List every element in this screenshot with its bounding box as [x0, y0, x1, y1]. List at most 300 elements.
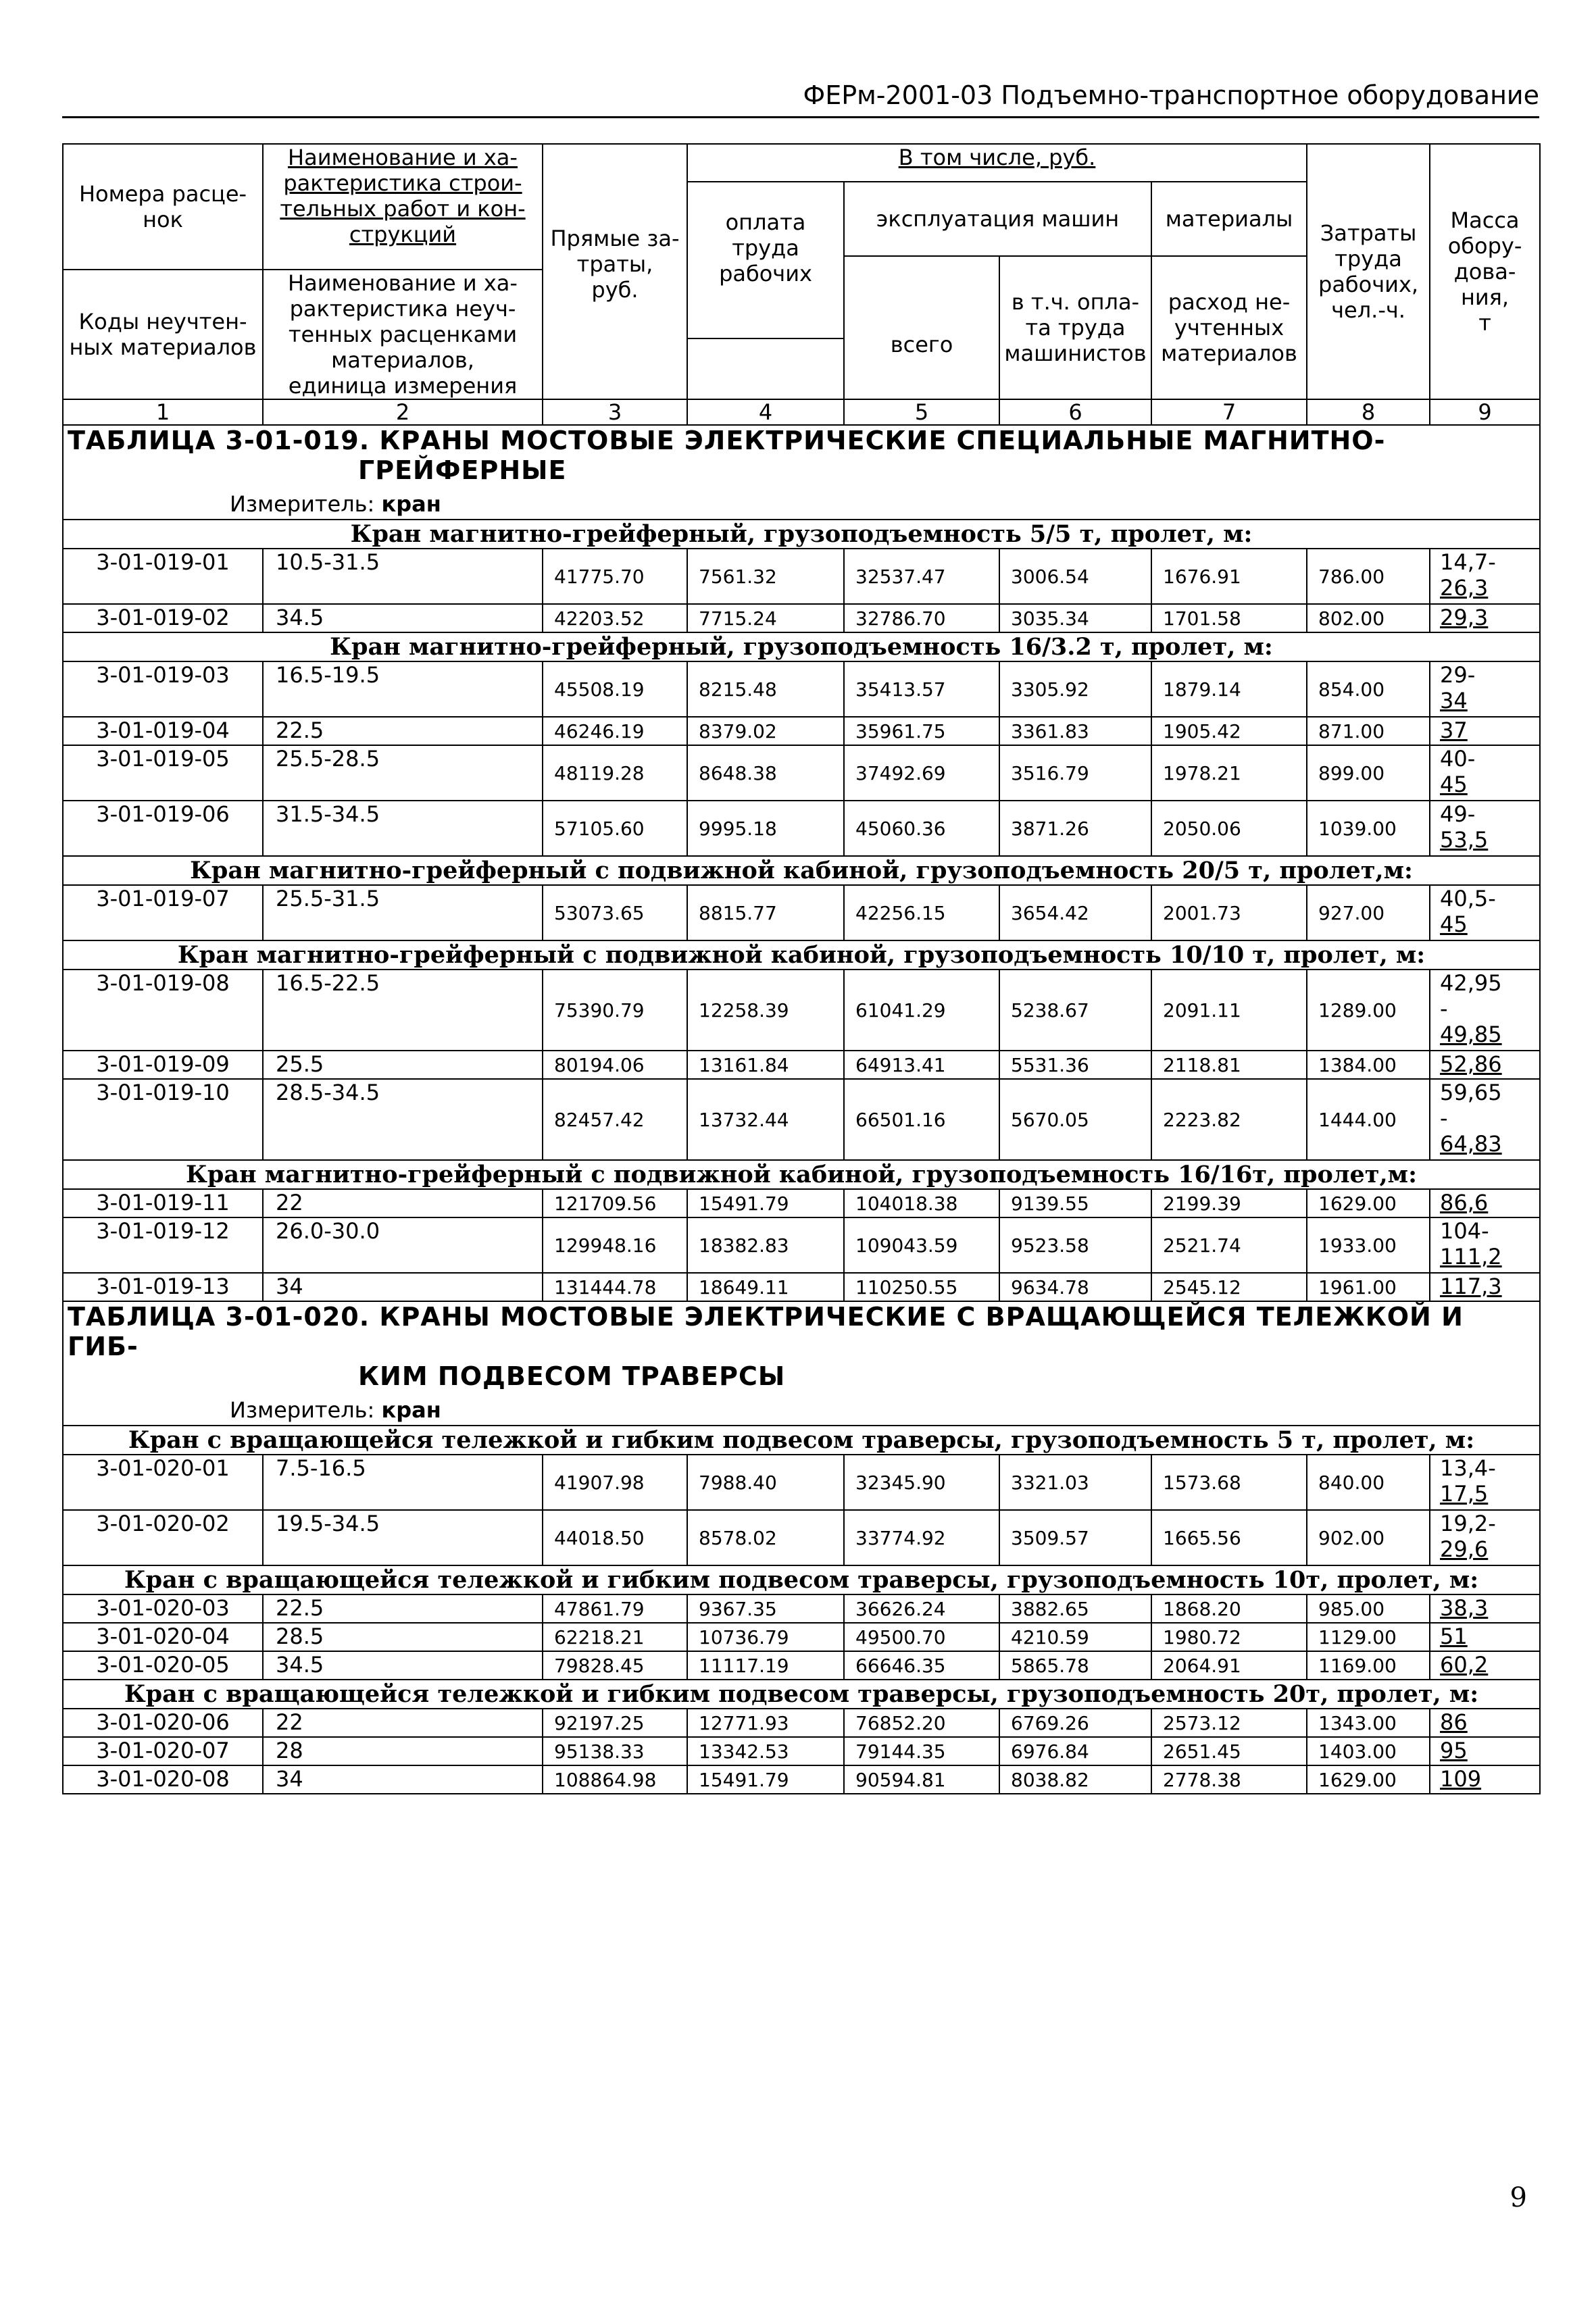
value-v4: 8815.77: [687, 885, 844, 940]
equipment-mass: [1430, 1765, 1540, 1794]
section-title-line2: КИМ ПОДВЕСОМ ТРАВЕРСЫ: [358, 1361, 786, 1391]
span-range: 16.5-22.5: [263, 970, 543, 1051]
span-range: 34: [263, 1273, 543, 1301]
value-v6: 5238.67: [999, 970, 1151, 1051]
value-v4: 8648.38: [687, 745, 844, 801]
span-range: 34.5: [263, 604, 543, 632]
mass-line: 40,5-: [1440, 886, 1496, 911]
value-v6: 3321.03: [999, 1455, 1151, 1510]
value-v5: 45060.36: [844, 801, 999, 856]
value-v5: 79144.35: [844, 1737, 999, 1765]
col1-header: Номера расце- нок: [63, 144, 263, 270]
value-v4: 15491.79: [687, 1189, 844, 1217]
value-v6: 3882.65: [999, 1594, 1151, 1623]
header-rule: [62, 116, 1539, 118]
group-header-row: [63, 940, 1540, 970]
value-v7: 2001.73: [1151, 885, 1307, 940]
value-v4: 9367.35: [687, 1594, 844, 1623]
value-v3: 41775.70: [543, 549, 687, 604]
value-v3: 121709.56: [543, 1189, 687, 1217]
mass-line: 13,4-: [1440, 1455, 1496, 1481]
page-number: 9: [1510, 2182, 1527, 2213]
incl-header: В том числе, руб.: [687, 144, 1307, 182]
span-range: 22.5: [263, 1594, 543, 1623]
span-range: 22.5: [263, 717, 543, 745]
value-v8: 1403.00: [1307, 1737, 1430, 1765]
value-v4: 13161.84: [687, 1051, 844, 1079]
table-row: [63, 1079, 1540, 1160]
rate-code: 3-01-019-02: [63, 604, 263, 632]
value-v4: 12771.93: [687, 1709, 844, 1737]
value-v5: 104018.38: [844, 1189, 999, 1217]
value-v4: 10736.79: [687, 1623, 844, 1651]
value-v4: 8215.48: [687, 661, 844, 717]
group-title: Кран магнитно-грейферный, грузоподъемность 16/3.2 т, пролет, м:: [63, 632, 1540, 661]
mass-line: 34: [1440, 688, 1468, 713]
table-row: [63, 970, 1540, 1051]
mass-line: 17,5: [1440, 1481, 1489, 1507]
mass-line: 26,3: [1440, 575, 1489, 601]
table-row: [63, 1651, 1540, 1680]
value-v5: 36626.24: [844, 1594, 999, 1623]
span-range: 10.5-31.5: [263, 549, 543, 604]
rate-code: 3-01-019-05: [63, 745, 263, 801]
value-v8: 840.00: [1307, 1455, 1430, 1510]
equipment-mass: [1430, 549, 1540, 604]
value-v7: 1980.72: [1151, 1623, 1307, 1651]
rate-code: 3-01-019-09: [63, 1051, 263, 1079]
group-title: Кран с вращающейся тележкой и гибким подвесом траверсы, грузоподъемность 10т, пролет, м:: [63, 1565, 1540, 1594]
value-v3: 47861.79: [543, 1594, 687, 1623]
value-v5: 110250.55: [844, 1273, 999, 1301]
value-v8: 802.00: [1307, 604, 1430, 632]
value-v3: 41907.98: [543, 1455, 687, 1510]
value-v5: 61041.29: [844, 970, 999, 1051]
value-v8: 786.00: [1307, 549, 1430, 604]
rate-code: 3-01-019-13: [63, 1273, 263, 1301]
value-v8: 1629.00: [1307, 1765, 1430, 1794]
value-v3: 95138.33: [543, 1737, 687, 1765]
group-header-row: [63, 1565, 1540, 1594]
mass-line: 86: [1440, 1709, 1468, 1735]
value-v6: 4210.59: [999, 1623, 1151, 1651]
value-v5: 35413.57: [844, 661, 999, 717]
table-row: [63, 549, 1540, 604]
span-range: 28: [263, 1737, 543, 1765]
value-v7: 2573.12: [1151, 1709, 1307, 1737]
value-v6: 9139.55: [999, 1189, 1151, 1217]
table-row: [63, 745, 1540, 801]
mass-line: 95: [1440, 1738, 1468, 1763]
col4-header: оплата труда рабочих: [687, 182, 844, 338]
group-header-row: [63, 856, 1540, 885]
value-v8: 1629.00: [1307, 1189, 1430, 1217]
section-title-line1: ТАБЛИЦА 3-01-020. КРАНЫ МОСТОВЫЕ ЭЛЕКТРИЧЕСКИЕ С ВРАЩАЮЩЕЙСЯ ТЕЛЕЖКОЙ И ГИБ-: [68, 1302, 1464, 1361]
value-v8: 1933.00: [1307, 1217, 1430, 1273]
table-row: [63, 1217, 1540, 1273]
value-v8: 1343.00: [1307, 1709, 1430, 1737]
col2-header: Наименование и ха- рактеристика строи- тельных работ и кон- струкций: [263, 144, 543, 270]
value-v4: 12258.39: [687, 970, 844, 1051]
value-v8: 985.00: [1307, 1594, 1430, 1623]
measure-label: Измеритель:: [230, 1397, 382, 1423]
span-range: 19.5-34.5: [263, 1510, 543, 1565]
value-v4: 9995.18: [687, 801, 844, 856]
value-v8: 1384.00: [1307, 1051, 1430, 1079]
mass-line: 64,83: [1440, 1131, 1502, 1157]
exploitation-header: эксплуатация машин: [844, 182, 1151, 256]
mass-line: 49-: [1440, 801, 1476, 827]
mass-line: 86,6: [1440, 1190, 1489, 1215]
table-row: [63, 604, 1540, 632]
value-v5: 66501.16: [844, 1079, 999, 1160]
equipment-mass: [1430, 885, 1540, 940]
rate-code: 3-01-019-03: [63, 661, 263, 717]
rate-code: 3-01-019-08: [63, 970, 263, 1051]
group-title: Кран с вращающейся тележкой и гибким подвесом траверсы, грузоподъемность 5 т, пролет, м:: [63, 1426, 1540, 1455]
equipment-mass: [1430, 1079, 1540, 1160]
equipment-mass: [1430, 1051, 1540, 1079]
table-row: [63, 1273, 1540, 1301]
column-number: 9: [1430, 399, 1540, 425]
equipment-mass: [1430, 1273, 1540, 1301]
group-header-row: [63, 1160, 1540, 1189]
value-v4: 18382.83: [687, 1217, 844, 1273]
price-table: [62, 143, 1541, 1794]
value-v6: 3361.83: [999, 717, 1151, 745]
value-v7: 2118.81: [1151, 1051, 1307, 1079]
value-v4: 7561.32: [687, 549, 844, 604]
value-v6: 9634.78: [999, 1273, 1151, 1301]
value-v3: 92197.25: [543, 1709, 687, 1737]
value-v6: 3516.79: [999, 745, 1151, 801]
section-title: [68, 1302, 1535, 1391]
value-v4: 13342.53: [687, 1737, 844, 1765]
value-v3: 62218.21: [543, 1623, 687, 1651]
mass-line: 40-: [1440, 746, 1476, 772]
value-v8: 927.00: [1307, 885, 1430, 940]
group-header-row: [63, 632, 1540, 661]
equipment-mass: [1430, 970, 1540, 1051]
rate-code: 3-01-020-02: [63, 1510, 263, 1565]
value-v3: 57105.60: [543, 801, 687, 856]
value-v5: 33774.92: [844, 1510, 999, 1565]
mass-line: 109: [1440, 1766, 1482, 1792]
measure-line: [68, 1395, 1535, 1425]
value-v8: 871.00: [1307, 717, 1430, 745]
value-v8: 854.00: [1307, 661, 1430, 717]
value-v8: 902.00: [1307, 1510, 1430, 1565]
group-header-row: [63, 1426, 1540, 1455]
value-v8: 1129.00: [1307, 1623, 1430, 1651]
section-header-row: [63, 1301, 1540, 1426]
value-v3: 82457.42: [543, 1079, 687, 1160]
value-v4: 18649.11: [687, 1273, 844, 1301]
value-v7: 2091.11: [1151, 970, 1307, 1051]
equipment-mass: [1430, 717, 1540, 745]
table-row: [63, 885, 1540, 940]
rate-code: 3-01-020-01: [63, 1455, 263, 1510]
column-number: 5: [844, 399, 999, 425]
table-row: [63, 1455, 1540, 1510]
value-v7: 1665.56: [1151, 1510, 1307, 1565]
measure-unit: кран: [381, 491, 441, 517]
value-v6: 3006.54: [999, 549, 1151, 604]
rate-code: 3-01-020-05: [63, 1651, 263, 1680]
column-number: 6: [999, 399, 1151, 425]
mass-line: 60,2: [1440, 1652, 1489, 1678]
value-v6: 3654.42: [999, 885, 1151, 940]
value-v3: 46246.19: [543, 717, 687, 745]
value-v3: 80194.06: [543, 1051, 687, 1079]
value-v6: 3305.92: [999, 661, 1151, 717]
rate-code: 3-01-019-01: [63, 549, 263, 604]
rate-code: 3-01-019-10: [63, 1079, 263, 1160]
mass-line: 53,5: [1440, 827, 1489, 853]
table-row: [63, 1510, 1540, 1565]
mass-line: 45: [1440, 911, 1468, 937]
mass-line: 52,86: [1440, 1051, 1502, 1077]
value-v7: 1676.91: [1151, 549, 1307, 604]
col8-header: Затраты труда рабочих, чел.-ч.: [1307, 144, 1430, 399]
value-v3: 48119.28: [543, 745, 687, 801]
column-number: 8: [1307, 399, 1430, 425]
table-row: [63, 661, 1540, 717]
value-v5: 42256.15: [844, 885, 999, 940]
column-number: 2: [263, 399, 543, 425]
value-v7: 1978.21: [1151, 745, 1307, 801]
mass-line: 42,95: [1440, 970, 1502, 996]
span-range: 25.5-31.5: [263, 885, 543, 940]
value-v7: 1701.58: [1151, 604, 1307, 632]
value-v5: 64913.41: [844, 1051, 999, 1079]
rate-code: 3-01-020-06: [63, 1709, 263, 1737]
span-range: 25.5-28.5: [263, 745, 543, 801]
mass-line: 29-: [1440, 662, 1476, 688]
equipment-mass: [1430, 604, 1540, 632]
col3-header: Прямые за- траты, руб.: [543, 144, 687, 399]
measure-unit: кран: [381, 1397, 441, 1423]
value-v4: 13732.44: [687, 1079, 844, 1160]
group-header-row: [63, 1680, 1540, 1709]
group-title: Кран с вращающейся тележкой и гибким подвесом траверсы, грузоподъемность 20т, пролет, м:: [63, 1680, 1540, 1709]
mass-line: -: [1440, 996, 1448, 1022]
value-v3: 42203.52: [543, 604, 687, 632]
table-row: [63, 1765, 1540, 1794]
mass-line: 29,6: [1440, 1536, 1489, 1562]
table-row: [63, 1189, 1540, 1217]
equipment-mass: [1430, 1623, 1540, 1651]
value-v6: 8038.82: [999, 1765, 1151, 1794]
col6-header: в т.ч. опла- та труда машинистов: [999, 256, 1151, 399]
materials-header: материалы: [1151, 182, 1307, 256]
value-v3: 75390.79: [543, 970, 687, 1051]
rate-code: 3-01-020-04: [63, 1623, 263, 1651]
value-v8: 1169.00: [1307, 1651, 1430, 1680]
value-v7: 2064.91: [1151, 1651, 1307, 1680]
mass-line: 19,2-: [1440, 1511, 1496, 1536]
value-v8: 1961.00: [1307, 1273, 1430, 1301]
value-v5: 76852.20: [844, 1709, 999, 1737]
value-v6: 5865.78: [999, 1651, 1151, 1680]
equipment-mass: [1430, 801, 1540, 856]
value-v5: 32345.90: [844, 1455, 999, 1510]
value-v6: 3871.26: [999, 801, 1151, 856]
section-header: [63, 1301, 1540, 1426]
table-row: [63, 1709, 1540, 1737]
value-v6: 3509.57: [999, 1510, 1151, 1565]
mass-line: 49,85: [1440, 1022, 1502, 1047]
span-range: 31.5-34.5: [263, 801, 543, 856]
span-range: 16.5-19.5: [263, 661, 543, 717]
span-range: 34: [263, 1765, 543, 1794]
measure-label: Измеритель:: [230, 491, 382, 517]
section-title: [68, 426, 1535, 485]
value-v7: 2778.38: [1151, 1765, 1307, 1794]
value-v3: 44018.50: [543, 1510, 687, 1565]
value-v7: 2050.06: [1151, 801, 1307, 856]
value-v5: 35961.75: [844, 717, 999, 745]
equipment-mass: [1430, 1594, 1540, 1623]
value-v4: 7715.24: [687, 604, 844, 632]
value-v8: 1039.00: [1307, 801, 1430, 856]
value-v5: 32537.47: [844, 549, 999, 604]
equipment-mass: [1430, 1189, 1540, 1217]
table-row: [63, 1051, 1540, 1079]
group-header-row: [63, 520, 1540, 549]
value-v5: 37492.69: [844, 745, 999, 801]
section-title-line2: ГРЕЙФЕРНЫЕ: [358, 455, 567, 485]
rate-code: 3-01-020-08: [63, 1765, 263, 1794]
document-header: ФЕРм-2001-03 Подъемно-транспортное оборудование: [803, 80, 1539, 110]
value-v3: 129948.16: [543, 1217, 687, 1273]
value-v7: 2545.12: [1151, 1273, 1307, 1301]
table-row: [63, 1623, 1540, 1651]
section-header-row: [63, 425, 1540, 520]
value-v7: 1905.42: [1151, 717, 1307, 745]
value-v4: 11117.19: [687, 1651, 844, 1680]
rate-code: 3-01-019-06: [63, 801, 263, 856]
group-title: Кран магнитно-грейферный с подвижной кабиной, грузоподъемность 10/10 т, пролет, м:: [63, 940, 1540, 970]
value-v5: 66646.35: [844, 1651, 999, 1680]
span-range: 7.5-16.5: [263, 1455, 543, 1510]
col5-header: всего: [844, 256, 999, 399]
mass-line: 37: [1440, 718, 1468, 743]
value-v7: 1573.68: [1151, 1455, 1307, 1510]
rate-code: 3-01-019-07: [63, 885, 263, 940]
column-numbers-row: [63, 399, 1540, 425]
value-v4: 8578.02: [687, 1510, 844, 1565]
value-v7: 2223.82: [1151, 1079, 1307, 1160]
value-v4: 15491.79: [687, 1765, 844, 1794]
mass-line: 111,2: [1440, 1244, 1502, 1269]
value-v4: 8379.02: [687, 717, 844, 745]
equipment-mass: [1430, 1510, 1540, 1565]
rate-code: 3-01-019-11: [63, 1189, 263, 1217]
mass-line: 29,3: [1440, 605, 1489, 630]
table-row: [63, 1594, 1540, 1623]
equipment-mass: [1430, 1651, 1540, 1680]
value-v6: 9523.58: [999, 1217, 1151, 1273]
table-row: [63, 801, 1540, 856]
col7-header: расход не- учтенных материалов: [1151, 256, 1307, 399]
value-v8: 899.00: [1307, 745, 1430, 801]
value-v5: 49500.70: [844, 1623, 999, 1651]
table-row: [63, 717, 1540, 745]
value-v7: 2521.74: [1151, 1217, 1307, 1273]
span-range: 26.0-30.0: [263, 1217, 543, 1273]
mass-line: 14,7-: [1440, 549, 1496, 575]
span-range: 22: [263, 1189, 543, 1217]
measure-line: [68, 489, 1535, 519]
mass-line: 45: [1440, 772, 1468, 797]
value-v3: 131444.78: [543, 1273, 687, 1301]
value-v3: 45508.19: [543, 661, 687, 717]
rate-code: 3-01-020-03: [63, 1594, 263, 1623]
value-v6: 6769.26: [999, 1709, 1151, 1737]
section-header: [63, 425, 1540, 520]
col9-header: Масса обору- дова- ния, т: [1430, 144, 1540, 399]
mass-line: 38,3: [1440, 1595, 1489, 1621]
equipment-mass: [1430, 1455, 1540, 1510]
span-range: 28.5: [263, 1623, 543, 1651]
table-row: [63, 1737, 1540, 1765]
column-number: 4: [687, 399, 844, 425]
group-title: Кран магнитно-грейферный с подвижной кабиной, грузоподъемность 16/16т, пролет,м:: [63, 1160, 1540, 1189]
col2-subheader: Наименование и ха- рактеристика неуч- тенных расценками материалов, единица измерения: [263, 270, 543, 399]
equipment-mass: [1430, 661, 1540, 717]
mass-line: -: [1440, 1105, 1448, 1131]
mass-line: 59,65: [1440, 1080, 1502, 1105]
span-range: 25.5: [263, 1051, 543, 1079]
column-number: 7: [1151, 399, 1307, 425]
value-v5: 90594.81: [844, 1765, 999, 1794]
group-title: Кран магнитно-грейферный с подвижной кабиной, грузоподъемность 20/5 т, пролет,м:: [63, 856, 1540, 885]
span-range: 22: [263, 1709, 543, 1737]
equipment-mass: [1430, 745, 1540, 801]
value-v7: 1879.14: [1151, 661, 1307, 717]
value-v3: 53073.65: [543, 885, 687, 940]
value-v8: 1289.00: [1307, 970, 1430, 1051]
value-v3: 79828.45: [543, 1651, 687, 1680]
column-number: 1: [63, 399, 263, 425]
value-v6: 6976.84: [999, 1737, 1151, 1765]
equipment-mass: [1430, 1709, 1540, 1737]
value-v8: 1444.00: [1307, 1079, 1430, 1160]
value-v7: 2199.39: [1151, 1189, 1307, 1217]
equipment-mass: [1430, 1217, 1540, 1273]
value-v6: 5531.36: [999, 1051, 1151, 1079]
value-v6: 5670.05: [999, 1079, 1151, 1160]
value-v5: 32786.70: [844, 604, 999, 632]
rate-code: 3-01-020-07: [63, 1737, 263, 1765]
column-number: 3: [543, 399, 687, 425]
value-v6: 3035.34: [999, 604, 1151, 632]
rate-code: 3-01-019-12: [63, 1217, 263, 1273]
span-range: 34.5: [263, 1651, 543, 1680]
mass-line: 51: [1440, 1624, 1468, 1649]
mass-line: 117,3: [1440, 1274, 1502, 1299]
group-title: Кран магнитно-грейферный, грузоподъемность 5/5 т, пролет, м:: [63, 520, 1540, 549]
mass-line: 104-: [1440, 1218, 1489, 1244]
value-v5: 109043.59: [844, 1217, 999, 1273]
value-v3: 108864.98: [543, 1765, 687, 1794]
rate-code: 3-01-019-04: [63, 717, 263, 745]
value-v7: 2651.45: [1151, 1737, 1307, 1765]
col1-subheader: Коды неучтен- ных материалов: [63, 270, 263, 399]
value-v4: 7988.40: [687, 1455, 844, 1510]
span-range: 28.5-34.5: [263, 1079, 543, 1160]
